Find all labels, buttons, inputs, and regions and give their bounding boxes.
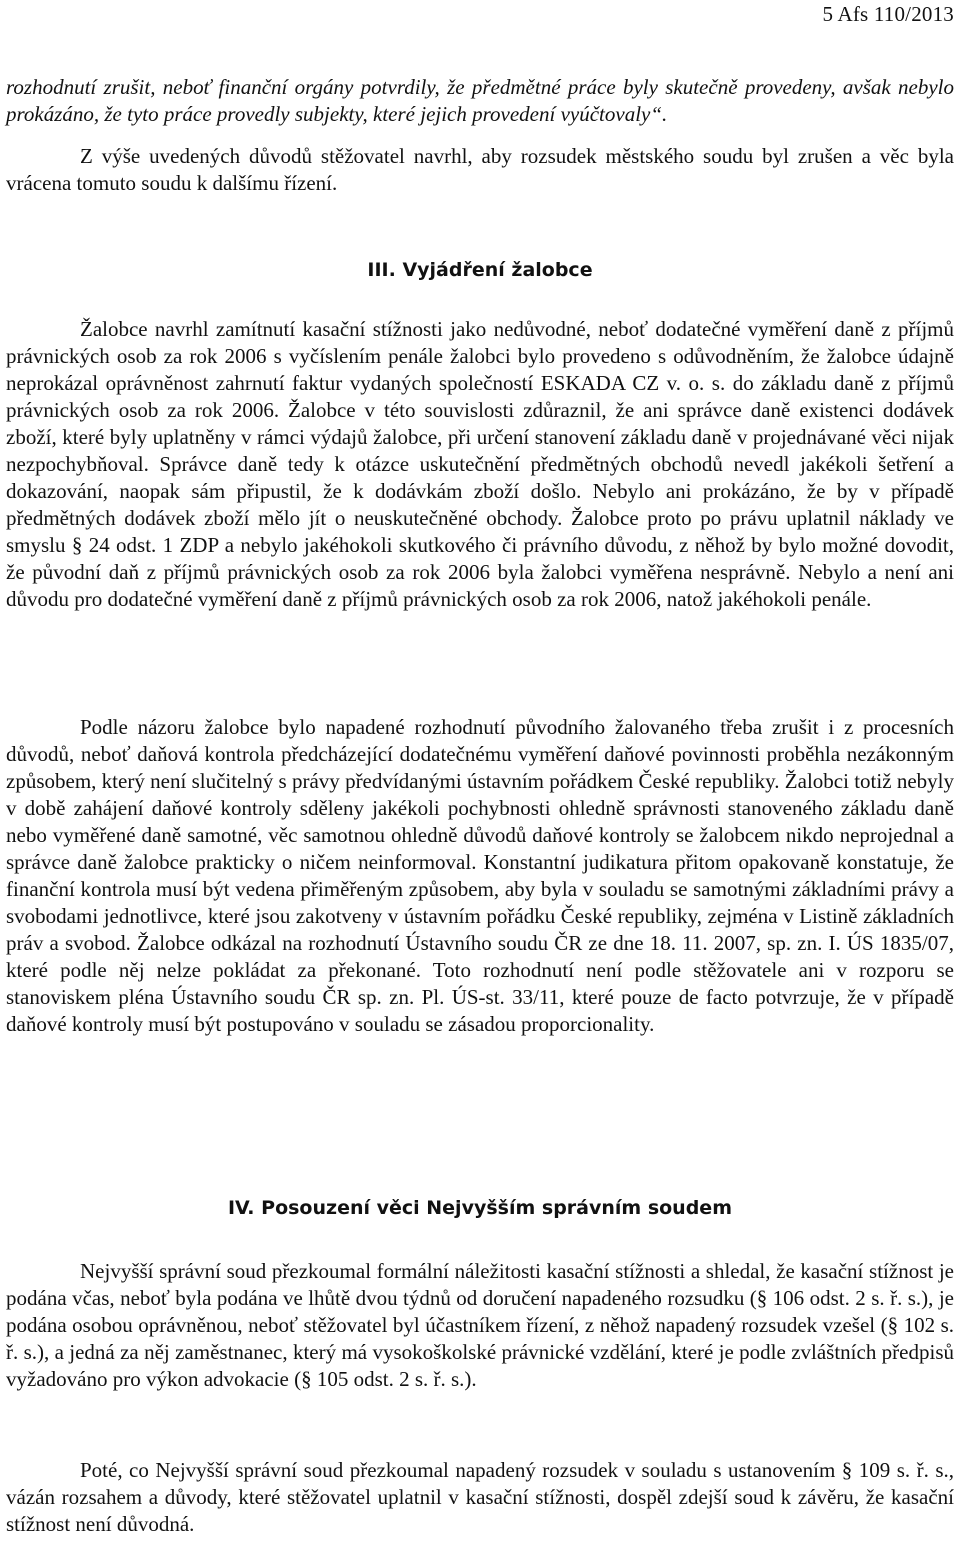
paragraph-plaintiff-statement: Žalobce navrhl zamítnutí kasační stížnosti jako nedůvodné, neboť dodatečné vyměření daně z příjmů právnických osob za rok 2006 s vyčíslením penále žalobci bylo provedeno s odůvodněním, že žalobce údajně neprokázal oprávněnost zahrnutí faktur vydaných společností ESKADA CZ v. o. s. do základu daně z příjmů právnických osob za rok 2006. Žalobce v této souvislosti zdůraznil, že ani správce daně existenci dodávek zboží, které byly uplatněny v rámci výdajů žalobce, při určení stanovení základu daně v projednávané věci nijak nezpochybňoval. Správce daně tedy k otázce uskutečnění předmětných obchodů nevedl jakékoli šetření a dokazování, naopak sám připustil, že k dodávkám zboží došlo. Nebylo ani prokázáno, že by v případě předmětných dodávek zboží mělo jít o neuskutečněné obchody. Žalobce proto po právu uplatnil náklady ve smyslu § 24 odst. 1 ZDP a nebylo jakéhokoli skutkového či právního důvodu, z něhož by bylo možné dovodit, že původní daň z příjmů právnických osob za rok 2006 byla žalobci vyměřena nesprávně. Nebylo a není ani důvodu pro dodatečné vyměření daně z příjmů právnických osob za rok 2006, natož jakéhokoli penále.: [6, 317, 954, 611]
case-number: 5 Afs 110/2013: [822, 2, 954, 26]
section-heading-iv: IV. Posouzení věci Nejvyšším správním soudem: [227, 1197, 732, 1219]
paragraph-conclusion: Poté, co Nejvyšší správní soud přezkoumal napadený rozsudek v souladu s ustanovením § 109 s. ř. s., vázán rozsahem a důvody, které stěžovatel uplatnil v kasační stížnosti, dospěl zdejší soud k závěru, že kasační stížnost není důvodná.: [6, 1458, 954, 1536]
paragraph-plaintiff-opinion: Podle názoru žalobce bylo napadené rozhodnutí původního žalovaného třeba zrušit i z procesních důvodů, neboť daňová kontrola předcházející dodatečnému vyměření daňové povinnosti proběhla nezákonným způsobem, který není slučitelný s právy předvídanými ústavním pořádkem České republiky. Žalobci totiž nebyly v době zahájení daňové kontroly sděleny jakékoli pochybnosti ohledně správnosti stanoveného základu daně nebo vyměřené daně samotné, věc samotnou ohledně důvodů daňové kontroly se žalobcem nikdo neprojednal a správce daně žalobce prakticky o ničem neinformoval. Konstantní judikatura přitom opakovaně konstatuje, že finanční kontrola musí být vedena přiměřeným způsobem, aby byla v souladu se samotnými základními právy a svobodami jednotlivce, které jsou zakotveny v ústavním pořádku České republiky, zejména v Listině základních práv a svobod. Žalobce odkázal na rozhodnutí Ústavního soudu ČR ze dne 18. 11. 2007, sp. zn. I. ÚS 1835/07, které podle něj nelze pokládat za překonané. Toto rozhodnutí není podle stěžovatele ani v rozporu se stanoviskem pléna Ústavního soudu ČR sp. zn. Pl. ÚS-st. 33/11, které pouze de facto potvrzuje, že v případě daňové kontroly musí být postupováno v souladu se zásadou proporcionality.: [6, 715, 954, 1036]
section-heading-iii: III. Vyjádření žalobce: [367, 259, 593, 281]
paragraph-appellant-proposal: Z výše uvedených důvodů stěžovatel navrhl, aby rozsudek městského soudu byl zrušen a věc byla vrácena tomuto soudu k dalšímu řízení.: [6, 144, 954, 195]
quoted-text-tail: rozhodnutí zrušit, neboť finanční orgány potvrdily, že předmětné práce byly skutečně provedeny, avšak nebylo prokázáno, že tyto práce provedly subjekty, které jejich provedení vyúčtovaly“.: [6, 75, 954, 126]
paragraph-formal-review: Nejvyšší správní soud přezkoumal formální náležitosti kasační stížnosti a shledal, že kasační stížnost je podána včas, neboť byla podána ve lhůtě dvou týdnů od doručení napadeného rozsudku (§ 106 odst. 2 s. ř. s.), je podána osobou oprávněnou, neboť stěžovatel byl účastníkem řízení, z něhož napadený rozsudek vzešel (§ 102 s. ř. s.), a jedná za něj zaměstnanec, který má vysokoškolské právnické vzdělání, které je podle zvláštních předpisů vyžadováno pro výkon advokacie (§ 105 odst. 2 s. ř. s.).: [6, 1259, 954, 1391]
